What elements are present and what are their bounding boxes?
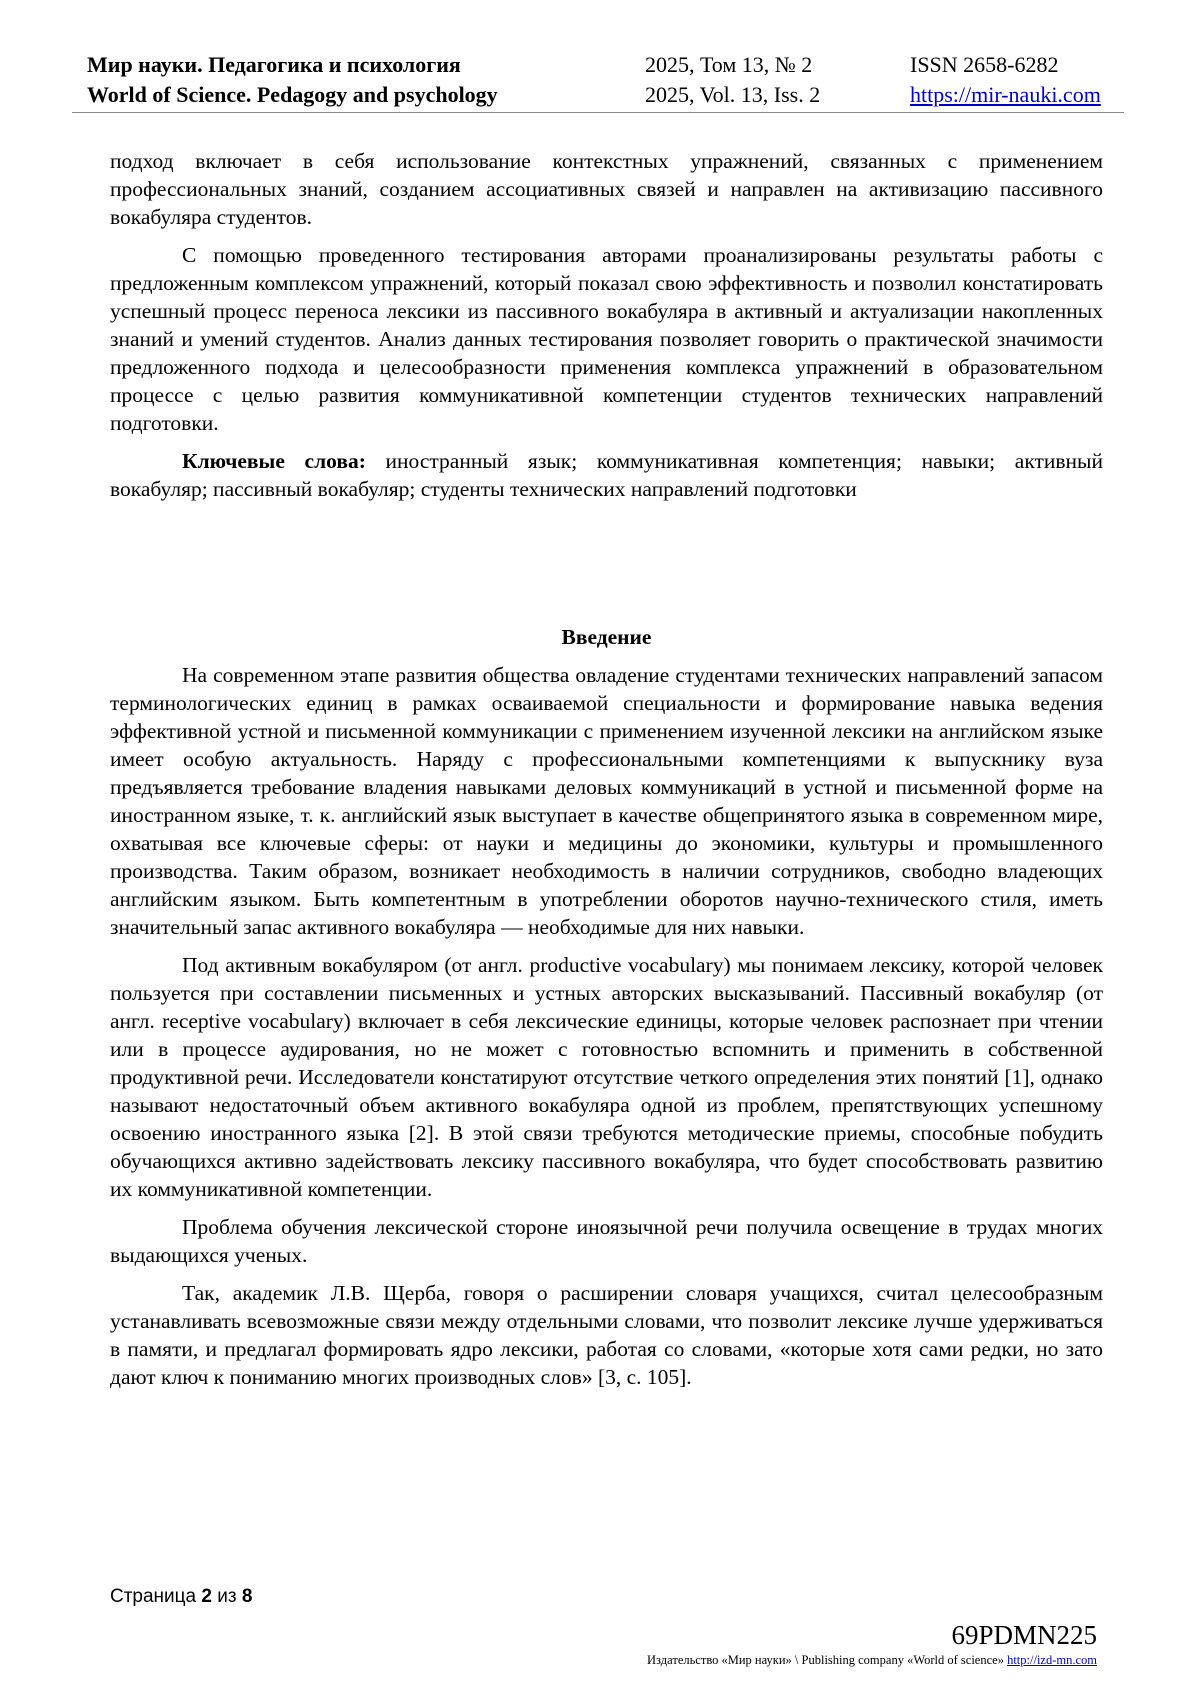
journal-title-en: World of Science. Pedagogy and psychology — [87, 82, 498, 107]
page-total: 8 — [241, 1586, 253, 1607]
intro-paragraph-4: Так, академик Л.В. Щерба, говоря о расширении словаря учащихся, считал целесообразным устанавливать всевозможные связи между отдельными словами, что позволит лексике лучше удерживаться в памяти, и предлагал формировать ядро лексики, работая со словами, «которые хотя сами редки, но зато дают ключ к пониманию многих производных слов» [3, с. 105]. — [110, 1281, 1103, 1389]
abstract-continuation: подход включает в себя использование контекстных упражнений, связанных с применением профессиональных знаний, созданием ассоциативных связей и направлен на активизацию пассивного вокабуляра студентов. — [110, 149, 1103, 229]
journal-title — [87, 50, 498, 110]
publisher-url-link[interactable]: http://izd-mn.com — [1007, 1653, 1097, 1667]
issn: ISSN 2658-6282 — [910, 52, 1059, 77]
spacer — [110, 513, 1103, 623]
keywords-paragraph — [110, 447, 1103, 503]
journal-url-link[interactable]: https://mir-nauki.com — [910, 82, 1101, 107]
page-current: 2 — [201, 1586, 212, 1607]
abstract-paragraph: С помощью проведенного тестирования авторами проанализированы результаты работы с предложенным комплексом упражнений, который показал свою эффективность и позволил констатировать успешный процесс переноса лексики из пассивного вокабуляра в активный и актуализации накопленных знаний и умений студентов. Анализ данных тестирования позволяет говорить о практической значимости предложенного подхода и целесообразности применения комплекса упражнений в образовательном процессе с целью развития коммуникативной компетенции студентов технических направлений подготовки. — [110, 243, 1103, 435]
publisher-line — [647, 1653, 1097, 1668]
page-word: Страница — [110, 1586, 197, 1607]
page-number — [110, 1586, 252, 1608]
section-heading: Введение — [561, 625, 652, 649]
page-of: из — [217, 1586, 237, 1607]
issn-info — [910, 50, 1101, 110]
page-header — [72, 50, 1124, 114]
publisher-name: Издательство «Мир науки» \ Publishing company «World of science» — [647, 1653, 1004, 1667]
article-code: 69PDMN225 — [951, 1620, 1097, 1650]
intro-paragraph-2: Под активным вокабуляром (от англ. productive vocabulary) мы понимаем лексику, которой человек пользуется при составлении письменных и устных авторских высказываний. Пассивный вокабуляр (от англ. receptive vocabulary) включает в себя лексические единицы, которые человек распознает при чтении или в процессе аудирования, но не может с готовностью вспомнить и применить в собственной продуктивной речи. Исследователи констатируют отсутствие четкого определения этих понятий [1], однако называют недостаточный объем активного вокабуляра одной из проблем, препятствующих успешному освоению иностранного языка [2]. В этой связи требуются методические приемы, способные побудить обучающихся активно задействовать лексику пассивного вокабуляра, что будет способствовать развитию их коммуникативной компетенции. — [110, 953, 1103, 1201]
issue-ru: 2025, Том 13, № 2 — [645, 52, 813, 77]
article-body — [110, 147, 1103, 1401]
keywords-label: Ключевые слова: — [182, 449, 366, 473]
issue-info — [645, 50, 820, 110]
intro-paragraph-1: На современном этапе развития общества овладение студентами технических направлений запасом терминологических единиц в рамках осваиваемой специальности и формирование навыка ведения эффективной устной и письменной коммуникации с применением изученной лексики на английском языке имеет особую актуальность. Наряду с профессиональными компетенциями к выпускнику вуза предъявляется требование владения навыками деловых коммуникаций в устной и письменной форме на иностранном языке, т. к. английский язык выступает в качестве общепринятого языка в современном мире, охватывая все ключевые сферы: от науки и медицины до экономики, культуры и промышленного производства. Таким образом, возникает необходимость в наличии сотрудников, свободно владеющих английским языком. Быть компетентным в употреблении оборотов научно-технического стиля, иметь значительный запас активного вокабуляра — необходимые для них навыки. — [110, 663, 1103, 939]
journal-title-ru: Мир науки. Педагогика и психология — [87, 52, 461, 77]
issue-en: 2025, Vol. 13, Iss. 2 — [645, 82, 821, 107]
intro-paragraph-3: Проблема обучения лексической стороне иноязычной речи получила освещение в трудах многих выдающихся ученых. — [110, 1215, 1103, 1267]
header-divider — [72, 112, 1124, 113]
keywords-list: иностранный язык; коммуникативная компетенция; навыки; активный вокабуляр; пассивный вокабуляр; студенты технических направлений подготовки — [110, 449, 1104, 501]
